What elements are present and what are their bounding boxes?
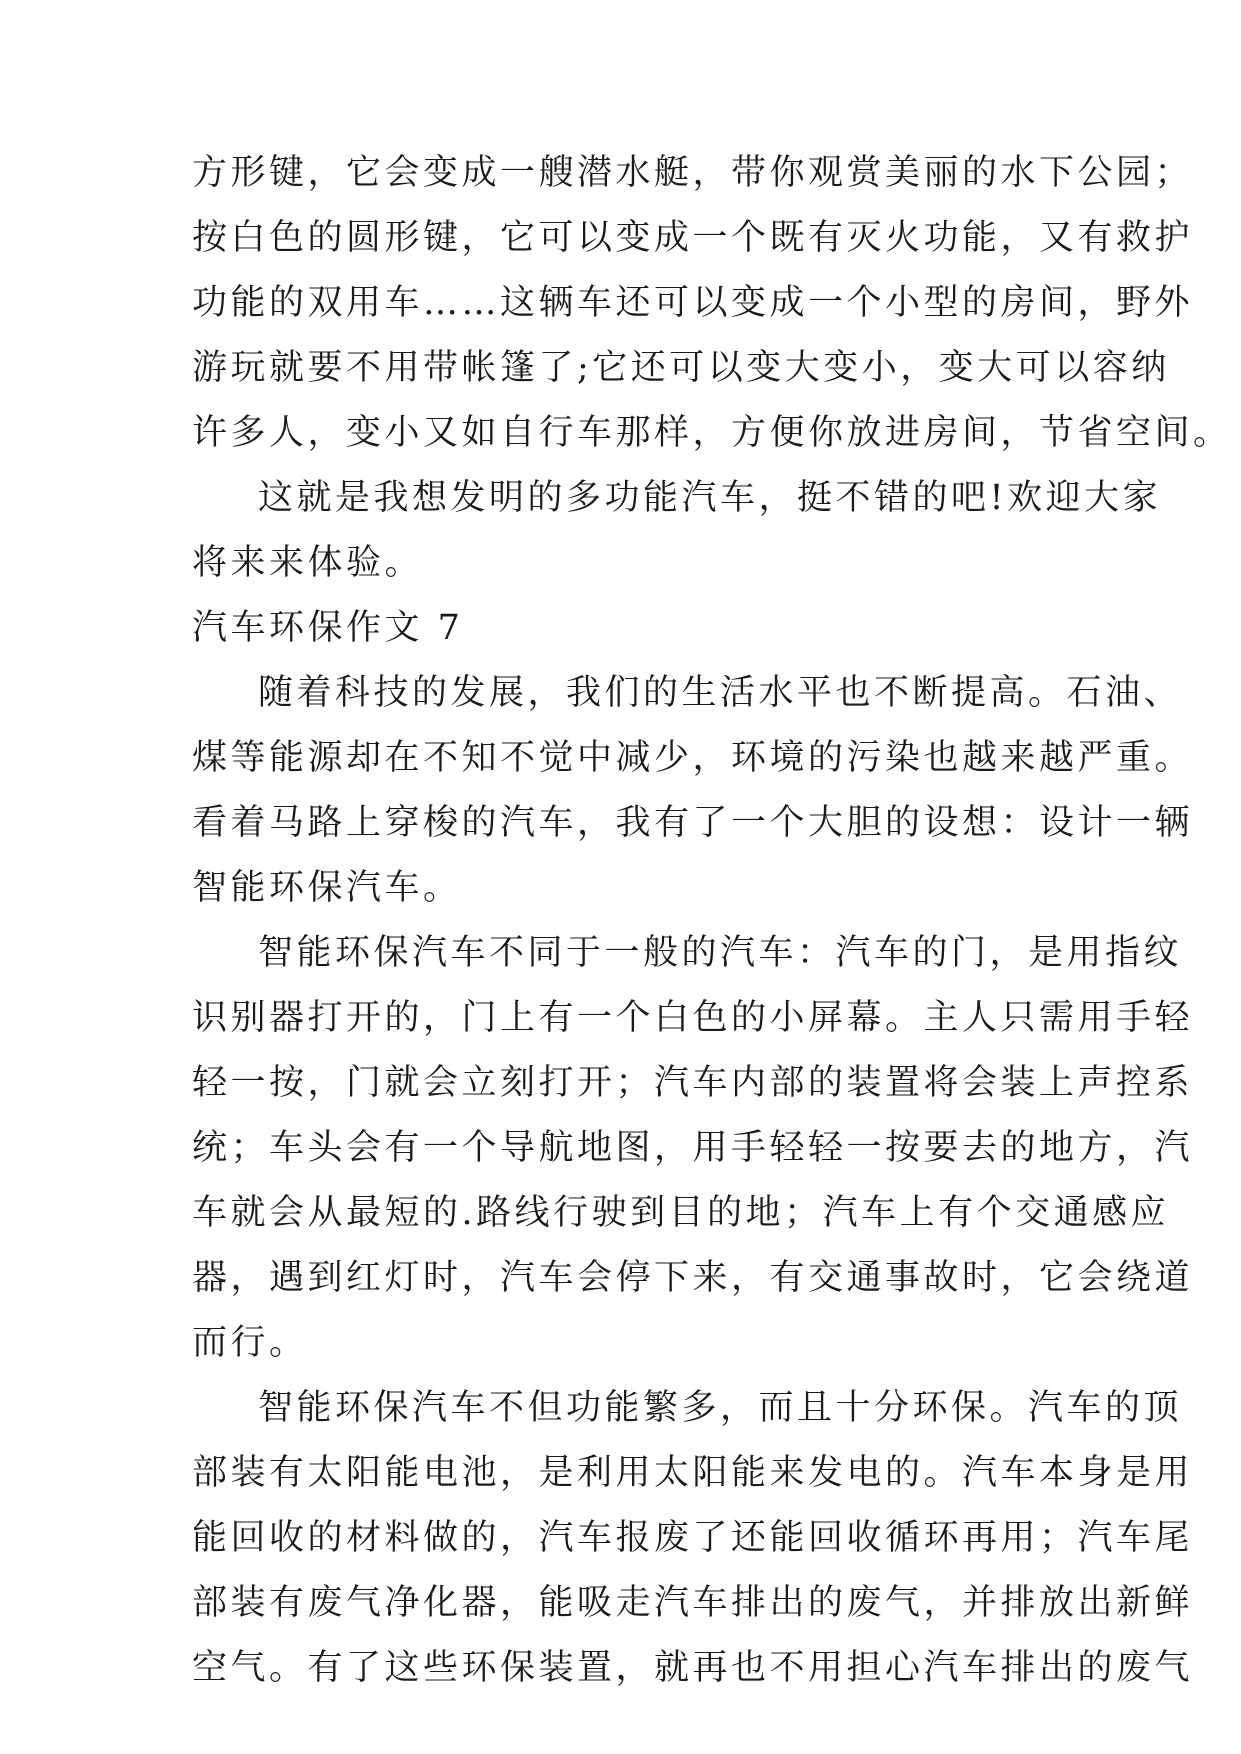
text-line: 许多人，变小又如自行车那样，方便你放进房间，节省空间。 — [192, 413, 1232, 453]
text-line: 空气。有了这些环保装置，就再也不用担心汽车排出的废气 — [192, 1648, 1194, 1688]
text-line: 统；车头会有一个导航地图，用手轻轻一按要去的地方，汽 — [192, 1128, 1194, 1168]
text-line: 而行。 — [192, 1323, 308, 1363]
text-line: 轻一按，门就会立刻打开；汽车内部的装置将会装上声控系 — [192, 1063, 1194, 1103]
text-line: 将来来体验。 — [192, 543, 424, 583]
text-line: 智能环保汽车。 — [192, 868, 462, 908]
text-line: 识别器打开的，门上有一个白色的小屏幕。主人只需用手轻 — [192, 998, 1194, 1038]
text-line: 车就会从最短的.路线行驶到目的地；汽车上有个交通感应 — [192, 1193, 1170, 1233]
text-line: 部装有废气净化器，能吸走汽车排出的废气，并排放出新鲜 — [192, 1583, 1194, 1623]
text-line: 部装有太阳能电池，是利用太阳能来发电的。汽车本身是用 — [192, 1453, 1194, 1493]
paragraph-start-line: 随着科技的发展，我们的生活水平也不断提高。石油、 — [258, 673, 1183, 713]
paragraph-start-line: 这就是我想发明的多功能汽车，挺不错的吧!欢迎大家 — [258, 478, 1162, 518]
text-line: 煤等能源却在不知不觉中减少，环境的污染也越来越严重。 — [192, 738, 1194, 778]
paragraph-start-line: 智能环保汽车不同于一般的汽车：汽车的门，是用指纹 — [258, 933, 1183, 973]
text-line: 器，遇到红灯时，汽车会停下来，有交通事故时，它会绕道 — [192, 1258, 1194, 1298]
text-line: 看着马路上穿梭的汽车，我有了一个大胆的设想：设计一辆 — [192, 803, 1194, 843]
text-line: 方形键，它会变成一艘潜水艇，带你观赏美丽的水下公园； — [192, 153, 1194, 193]
text-line: 游玩就要不用带帐篷了;它还可以变大变小，变大可以容纳 — [192, 348, 1170, 388]
text-line: 功能的双用车……这辆车还可以变成一个小型的房间，野外 — [192, 283, 1194, 323]
paragraph-start-line: 智能环保汽车不但功能繁多，而且十分环保。汽车的顶 — [258, 1388, 1183, 1428]
text-line: 按白色的圆形键，它可以变成一个既有灭火功能，又有救护 — [192, 218, 1194, 258]
section-heading: 汽车环保作文 7 — [192, 608, 464, 648]
text-line: 能回收的材料做的，汽车报废了还能回收循环再用；汽车尾 — [192, 1518, 1194, 1558]
